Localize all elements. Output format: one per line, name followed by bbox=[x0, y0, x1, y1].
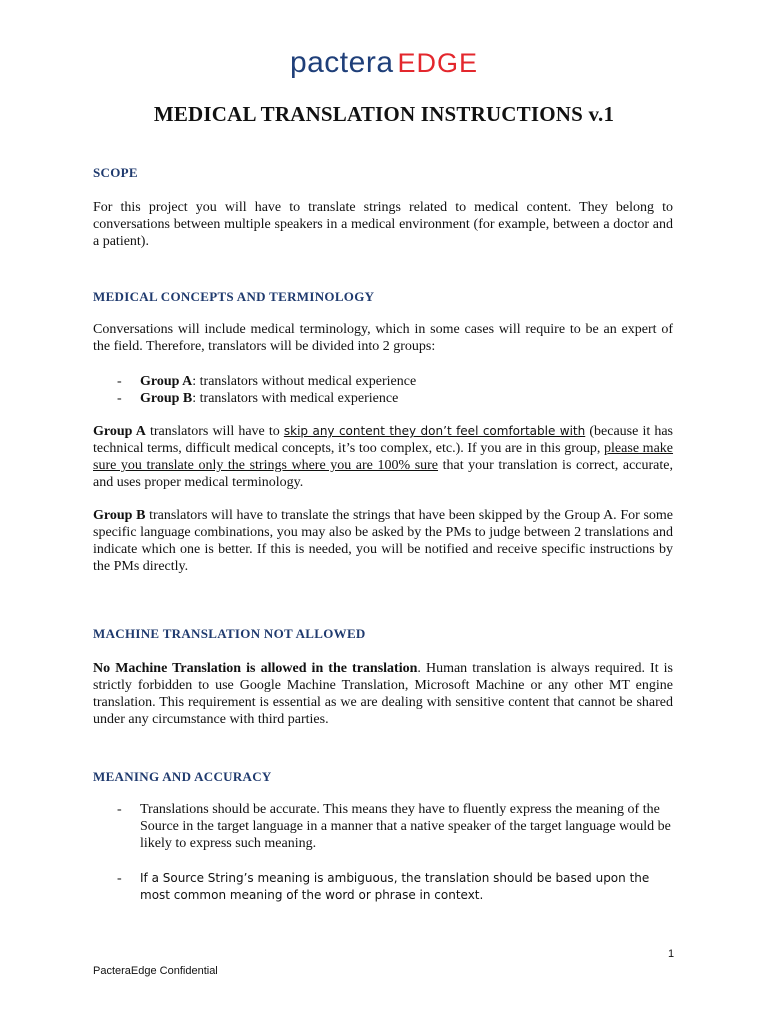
bullet-dash: - bbox=[117, 802, 122, 817]
document-title: MEDICAL TRANSLATION INSTRUCTIONS v.1 bbox=[153, 102, 615, 126]
mt-heading: MACHINE TRANSLATION NOT ALLOWED bbox=[93, 626, 366, 641]
meaning-list bbox=[117, 801, 672, 852]
scope-section bbox=[93, 199, 673, 250]
concepts-section bbox=[93, 321, 673, 355]
bullet-dash: - bbox=[117, 871, 122, 886]
list-item: - Translations should be accurate. This means they have to fluently express the meaning of the Source in the target language in a manner that a native speaker of the target language would be likely to express such meaning. bbox=[117, 802, 671, 851]
mt-section bbox=[93, 660, 673, 728]
logo-pactera-text: pactera bbox=[289, 46, 394, 79]
logo-edge-text: EDGE bbox=[397, 48, 479, 78]
group-list bbox=[117, 373, 672, 407]
footer-confidential: PacteraEdge Confidential bbox=[93, 965, 218, 977]
list-item: - If a Source String’s meaning is ambiguous, the translation should be based upon the most common meaning of the word or phrase in context. bbox=[117, 871, 650, 902]
concepts-heading: MEDICAL CONCEPTS AND TERMINOLOGY bbox=[93, 289, 375, 304]
concepts-intro-paragraph: Conversations will include medical terminology, which in some cases will require to be an expert of the field. Therefore, translators will be divided into 2 groups: bbox=[93, 322, 673, 354]
scope-paragraph: For this project you will have to translate strings related to medical content. They belong to conversations between multiple speakers in a medical environment (for example, between a doctor and a patient). bbox=[93, 200, 673, 249]
make-sure-underlined: please make sure you translate only the strings where you are 100% sure bbox=[93, 441, 674, 473]
group-b-bold: Group B bbox=[140, 391, 193, 406]
bullet-dash: - bbox=[117, 374, 122, 389]
page-number: 1 bbox=[668, 948, 675, 960]
group-a-bold: Group A bbox=[140, 374, 193, 389]
bullet-dash: - bbox=[117, 391, 122, 406]
list-item: - Group B: translators with medical experience bbox=[117, 391, 399, 406]
meaning-list-2 bbox=[117, 870, 672, 904]
group-b-paragraph: Group B translators will have to translate the strings that have been skipped by the Group A. For some specific language combinations, you may also be asked by the PMs to judge between 2 translations and indicate which one is better. If this is needed, you will be notified and receive specific instructions by the PMs directly. bbox=[93, 508, 673, 574]
pactera-edge-logo bbox=[0, 46, 768, 80]
scope-heading: SCOPE bbox=[93, 165, 138, 180]
group-a-paragraph: Group A translators will have to skip any content they don’t feel comfortable with (because it has technical terms, difficult medical concepts, it’s too complex, etc.). If you are in this group, please make sure you translate only the strings where you are 100% sure that your translation is correct, accurate, and uses proper medical terminology. bbox=[93, 424, 674, 490]
mt-paragraph: No Machine Translation is allowed in the translation. Human translation is always required. It is strictly forbidden to use Google Machine Translation, Microsoft Machine or any other MT engine translation. This requirement is essential as we are dealing with sensitive content that cannot be shared under any circumstance with third parties. bbox=[93, 661, 673, 727]
group-a-section bbox=[93, 423, 673, 491]
skip-content-underlined: skip any content they don’t feel comfortable with bbox=[283, 424, 586, 438]
list-item: - Group A: translators without medical experience bbox=[117, 374, 417, 389]
group-b-section bbox=[93, 507, 673, 575]
meaning-heading: MEANING AND ACCURACY bbox=[93, 769, 272, 784]
